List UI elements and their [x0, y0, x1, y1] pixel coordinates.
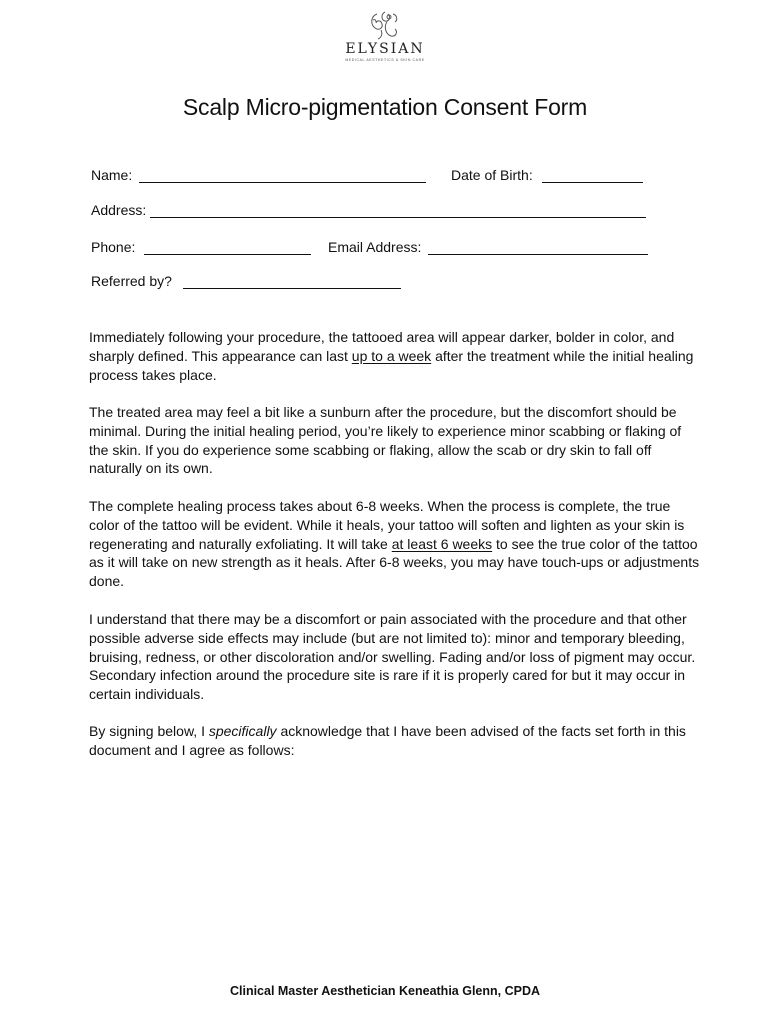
- footer-signature-line: Clinical Master Aesthetician Keneathia Glenn, CPDA: [229, 984, 541, 998]
- page-title: Scalp Micro-pigmentation Consent Form: [182, 94, 588, 120]
- paragraph-side-effects: I understand that there may be a discomfort or pain associated with the procedure and that other possible adverse side effects may include (but are not limited to): minor and temporary bleeding, bruising, redness, or other discoloration and/or swelling. Fading and/or loss of pigment may occur. Secondary infection around the procedure site is rare if it is properly cared for but it may occur in certain individuals.: [89, 611, 696, 703]
- underlined-up-to-a-week: up to a week: [351, 347, 432, 364]
- referred-label: Referred by?: [91, 273, 172, 289]
- dob-field[interactable]: [542, 182, 643, 183]
- logo-brand: ELYSIAN: [345, 41, 425, 57]
- address-label: Address:: [91, 202, 147, 218]
- phone-field[interactable]: [144, 254, 311, 255]
- paragraph-healing: The complete healing process takes about 6-8 weeks. When the process is complete, the true color of the tattoo will be evident. While it heals, your tattoo will soften and lighten as your skin is regenerating and naturally exfoliating. It will take at least 6 weeks to see the true color of the tattoo as it will take on new strength as it heals. After 6-8 weeks, you may have touch-ups or adjustments done.: [89, 498, 700, 590]
- elysian-logo: [340, 8, 430, 74]
- email-field[interactable]: [428, 254, 648, 255]
- underlined-at-least-6-weeks: at least 6 weeks: [391, 535, 493, 552]
- floral-monogram-icon: [363, 8, 407, 42]
- address-field[interactable]: [150, 217, 646, 218]
- paragraph-acknowledge: By signing below, I specifically acknowledge that I have been advised of the facts set forth in this document and I agree as follows:: [89, 723, 686, 758]
- name-field[interactable]: [139, 182, 426, 183]
- paragraph-discomfort: The treated area may feel a bit like a sunburn after the procedure, but the discomfort should be minimal. During the initial healing period, you’re likely to experience minor scabbing or flaking of the skin. If you do experience some scabbing or flaking, allow the scab or dry skin to fall off naturally on its own.: [89, 404, 682, 477]
- name-label: Name:: [91, 167, 133, 183]
- email-label: Email Address:: [328, 239, 422, 255]
- paragraph-post-procedure: Immediately following your procedure, the tattooed area will appear darker, bolder in color, and sharply defined. This appearance can last up to a week after the treatment while the initial healing process takes place.: [89, 329, 694, 383]
- logo-tagline: MEDICAL AESTHETICS & SKIN CARE: [345, 58, 425, 62]
- italic-specifically: specifically: [208, 723, 277, 739]
- referred-field[interactable]: [183, 288, 401, 289]
- phone-label: Phone:: [91, 239, 136, 255]
- dob-label: Date of Birth:: [451, 167, 533, 183]
